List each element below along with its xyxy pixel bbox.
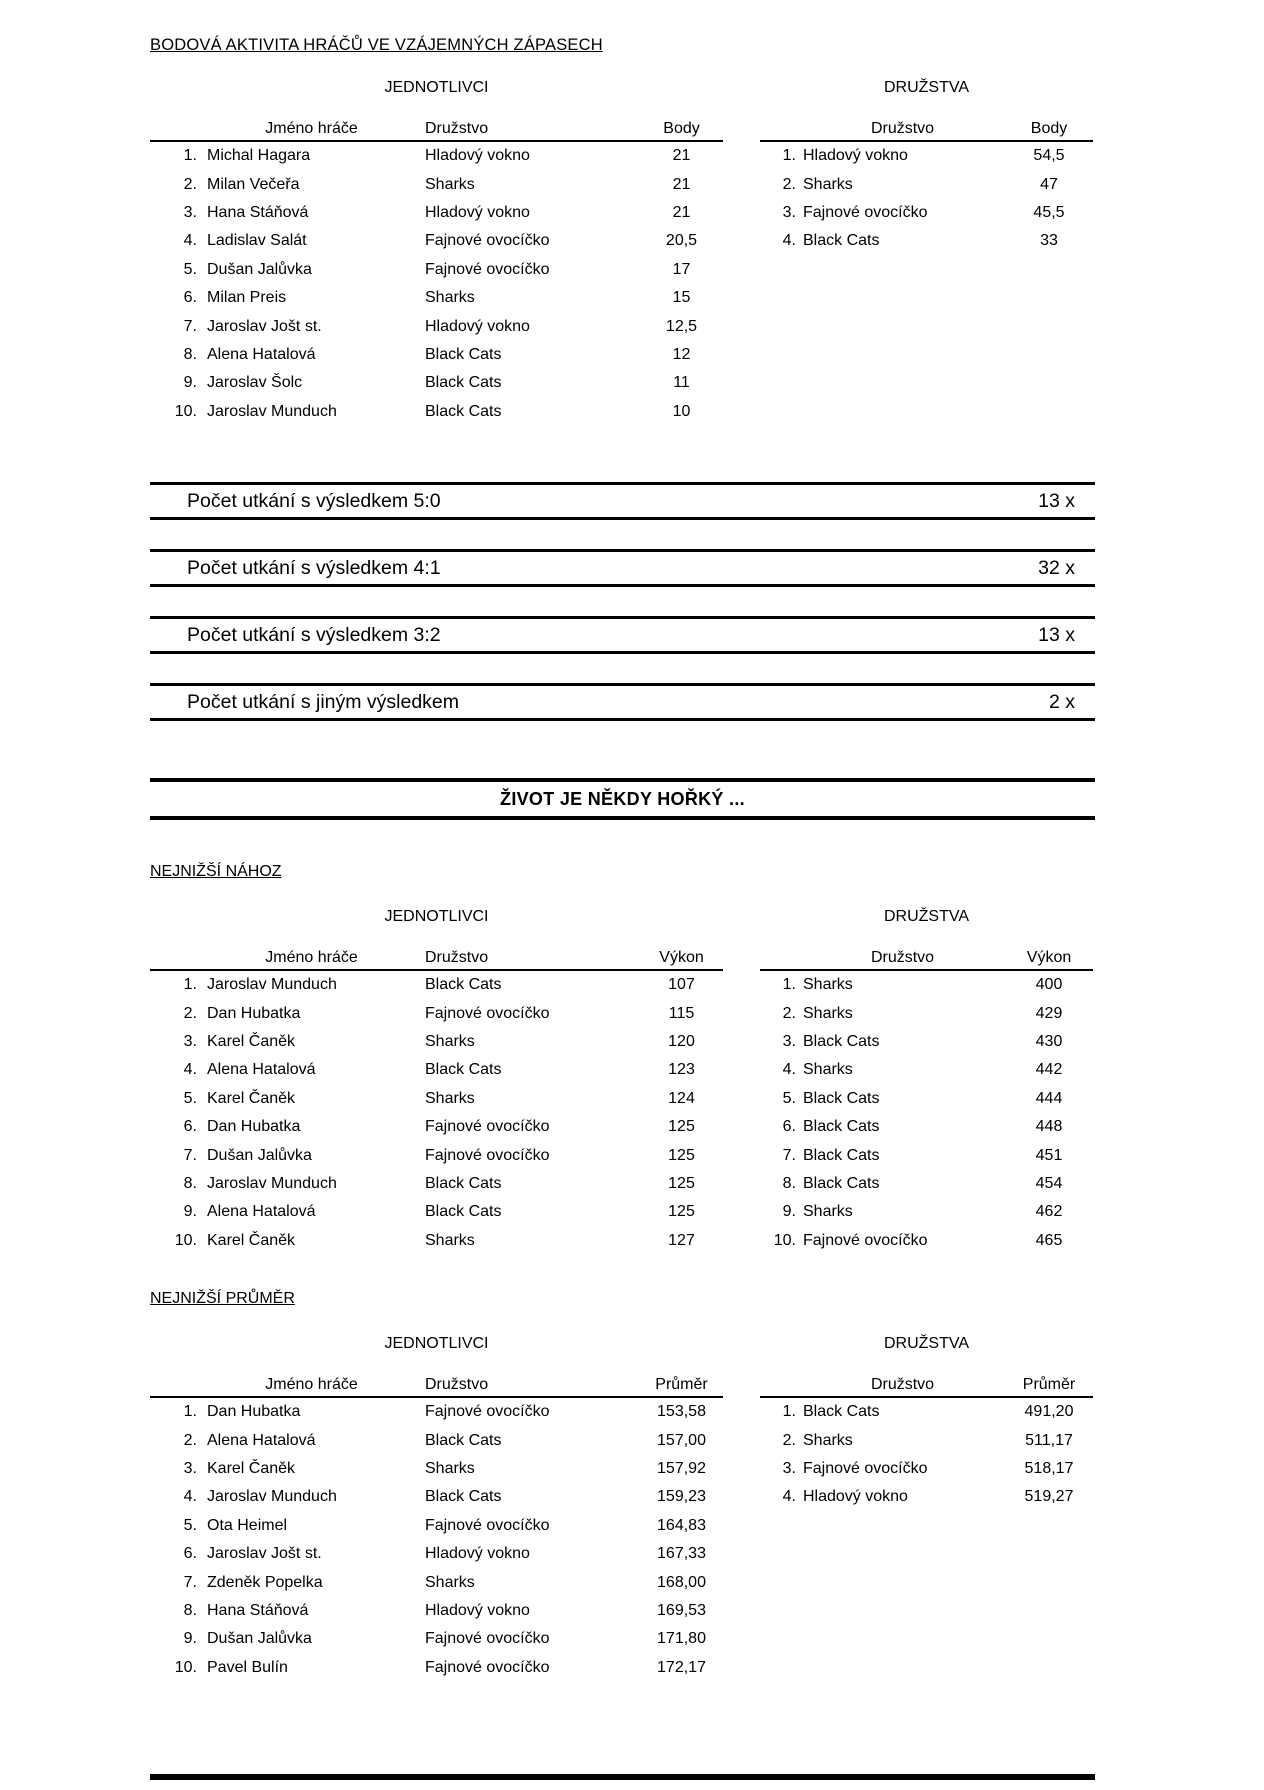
rank-cell: 1. [782, 1403, 796, 1421]
rank-cell: 6. [782, 1118, 796, 1136]
table-row [150, 1483, 723, 1511]
table-row [150, 1028, 723, 1056]
team-cell: Black Cats [425, 976, 502, 994]
match-count-box [150, 683, 1095, 721]
match-count-box [150, 616, 1095, 654]
player-name-cell: Karel Čaněk [207, 1231, 296, 1249]
team-cell: Black Cats [425, 374, 502, 392]
rank-cell: 7. [782, 1146, 796, 1164]
team-cell: Black Cats [425, 1061, 502, 1079]
team-cell: Fajnové ovocíčko [425, 260, 550, 278]
table-row [150, 398, 723, 426]
value-cell: 120 [668, 1032, 695, 1050]
table-header-row [760, 1374, 1093, 1398]
player-name-cell: Jaroslav Jošt st. [207, 1545, 322, 1563]
player-name-cell: Alena Hatalová [207, 1431, 316, 1449]
value-cell: 448 [1035, 1118, 1063, 1136]
team-cell: Sharks [803, 1061, 853, 1079]
team-cell: Sharks [803, 1431, 853, 1449]
table-row [150, 1540, 723, 1568]
table-row [760, 142, 1093, 170]
team-cell: Sharks [803, 1203, 853, 1221]
value-cell: 153,58 [657, 1403, 706, 1421]
table-row [150, 284, 723, 312]
value-cell: 21 [672, 203, 691, 221]
rank-cell: 8. [183, 1174, 197, 1192]
value-cell: 444 [1035, 1089, 1063, 1107]
lowest-average-individuals-table [150, 1332, 723, 1682]
section-heading-lowest-average: NEJNIŽŠÍ PRŮMĚR [150, 1290, 295, 1307]
value-cell: 21 [672, 147, 691, 165]
rank-cell: 4. [782, 232, 796, 250]
table-row [150, 1198, 723, 1226]
player-name-cell: Hana Stáňová [207, 203, 309, 221]
value-cell: 159,23 [657, 1488, 706, 1506]
table-row [150, 199, 723, 227]
value-cell: 127 [668, 1231, 695, 1249]
column-header-team: Družstvo [425, 1376, 489, 1393]
table-row [150, 170, 723, 198]
table-row [760, 1227, 1093, 1255]
value-cell: 518,17 [1024, 1459, 1074, 1477]
value-cell: 15 [672, 289, 691, 307]
rank-cell: 8. [782, 1174, 796, 1192]
rank-cell: 2. [782, 1431, 796, 1449]
rank-cell: 5. [183, 1516, 197, 1534]
column-header-value: Výkon [659, 949, 704, 966]
value-cell: 164,83 [657, 1516, 706, 1534]
value-cell: 157,00 [657, 1431, 706, 1449]
rank-cell: 6. [183, 1118, 197, 1136]
table-row [760, 199, 1093, 227]
column-header-team: Družstvo [870, 120, 935, 137]
rank-cell: 8. [183, 1601, 197, 1619]
table-row [760, 1455, 1093, 1483]
column-header-value: Výkon [1026, 949, 1072, 966]
match-count-value: 32 x [1038, 556, 1075, 579]
team-cell: Sharks [425, 1231, 475, 1249]
rank-cell: 10. [773, 1231, 796, 1249]
match-count-label: Počet utkání s výsledkem 3:2 [187, 623, 441, 646]
player-name-cell: Jaroslav Šolc [207, 374, 303, 392]
table-row [150, 1056, 723, 1084]
player-name-cell: Dan Hubatka [207, 1403, 301, 1421]
table-row [150, 256, 723, 284]
rank-cell: 4. [183, 232, 197, 250]
player-name-cell: Milan Večeřa [207, 175, 300, 193]
table-row [150, 999, 723, 1027]
value-cell: 125 [668, 1146, 695, 1164]
rank-cell: 5. [782, 1089, 796, 1107]
match-count-label: Počet utkání s výsledkem 5:0 [187, 489, 441, 512]
table-row [150, 1455, 723, 1483]
team-cell: Sharks [425, 1459, 475, 1477]
match-count-box [150, 482, 1095, 520]
team-cell: Black Cats [803, 1174, 880, 1192]
points-teams-table [760, 76, 1093, 256]
individuals-heading: JEDNOTLIVCI [384, 79, 489, 96]
rank-cell: 10. [174, 1658, 197, 1676]
table-body [760, 1398, 1093, 1512]
player-name-cell: Jaroslav Munduch [207, 976, 337, 994]
value-cell: 12,5 [665, 317, 698, 335]
value-cell: 11 [673, 374, 690, 392]
rank-cell: 9. [183, 1630, 197, 1648]
player-name-cell: Alena Hatalová [207, 1203, 316, 1221]
banner [150, 778, 1095, 820]
team-cell: Black Cats [803, 1146, 880, 1164]
column-header-value: Body [663, 120, 700, 137]
player-name-cell: Jaroslav Jošt st. [207, 317, 322, 335]
table-row [150, 1568, 723, 1596]
table-row [760, 1398, 1093, 1426]
value-cell: 20,5 [665, 232, 698, 250]
column-header-player: Jméno hráče [265, 949, 358, 966]
rank-cell: 7. [183, 317, 197, 335]
match-count-value: 13 x [1038, 623, 1075, 646]
rank-cell: 3. [183, 203, 197, 221]
team-cell: Hladový vokno [425, 203, 530, 221]
value-cell: 54,5 [1033, 147, 1065, 165]
table-row [150, 1113, 723, 1141]
rank-cell: 1. [782, 147, 796, 165]
team-cell: Sharks [803, 175, 853, 193]
rank-cell: 2. [183, 1431, 197, 1449]
rank-cell: 4. [782, 1488, 796, 1506]
match-count-box [150, 549, 1095, 587]
player-name-cell: Michal Hagara [207, 147, 311, 165]
value-cell: 429 [1035, 1004, 1063, 1022]
rank-cell: 9. [782, 1203, 796, 1221]
value-cell: 400 [1035, 976, 1063, 994]
rank-cell: 5. [183, 260, 197, 278]
player-name-cell: Dušan Jalůvka [207, 1146, 312, 1164]
rank-cell: 1. [183, 976, 197, 994]
player-name-cell: Pavel Bulín [207, 1658, 288, 1676]
bottom-rule [150, 1774, 1095, 1780]
teams-heading: DRUŽSTVA [883, 908, 970, 925]
team-cell: Black Cats [803, 232, 880, 250]
points-individuals-table [150, 76, 723, 426]
column-header-team: Družstvo [870, 949, 935, 966]
table-header-row [760, 118, 1093, 142]
rank-cell: 9. [183, 1203, 197, 1221]
value-cell: 442 [1035, 1061, 1063, 1079]
table-row [150, 227, 723, 255]
table-row [150, 1227, 723, 1255]
match-count-label: Počet utkání s výsledkem 4:1 [187, 556, 441, 579]
player-name-cell: Dušan Jalůvka [207, 1630, 312, 1648]
table-body [150, 142, 723, 426]
column-header-team: Družstvo [425, 120, 489, 137]
player-name-cell: Karel Čaněk [207, 1459, 296, 1477]
rank-cell: 2. [183, 1004, 197, 1022]
rank-cell: 3. [782, 203, 796, 221]
rank-cell: 1. [183, 147, 197, 165]
player-name-cell: Jaroslav Munduch [207, 1488, 337, 1506]
team-cell: Fajnové ovocíčko [425, 1403, 550, 1421]
team-cell: Fajnové ovocíčko [425, 1146, 550, 1164]
table-body [150, 1398, 723, 1682]
value-cell: 519,27 [1024, 1488, 1074, 1506]
player-name-cell: Ladislav Salát [207, 232, 307, 250]
match-count-boxes [150, 482, 1095, 750]
value-cell: 10 [672, 402, 691, 420]
table-row [760, 1085, 1093, 1113]
table-row [760, 1483, 1093, 1511]
value-cell: 491,20 [1024, 1403, 1074, 1421]
value-cell: 167,33 [657, 1545, 706, 1563]
value-cell: 171,80 [657, 1630, 706, 1648]
table-header-row [150, 1374, 723, 1398]
player-name-cell: Jaroslav Munduch [207, 402, 337, 420]
column-header-team: Družstvo [870, 1376, 935, 1393]
team-cell: Black Cats [803, 1089, 880, 1107]
table-header-row [150, 947, 723, 971]
value-cell: 45,5 [1033, 203, 1065, 221]
team-cell: Fajnové ovocíčko [425, 1516, 550, 1534]
table-body [760, 142, 1093, 256]
banner-text: ŽIVOT JE NĚKDY HOŘKÝ ... [500, 788, 745, 809]
individuals-heading: JEDNOTLIVCI [384, 908, 489, 925]
value-cell: 47 [1040, 175, 1058, 193]
rank-cell: 3. [183, 1032, 197, 1050]
team-cell: Black Cats [425, 1174, 502, 1192]
team-cell: Sharks [425, 1089, 475, 1107]
rank-cell: 9. [183, 374, 197, 392]
team-cell: Black Cats [425, 402, 502, 420]
table-header-row [150, 118, 723, 142]
rank-cell: 10. [174, 1231, 197, 1249]
table-row [150, 1512, 723, 1540]
team-cell: Black Cats [803, 1403, 880, 1421]
team-cell: Hladový vokno [425, 1545, 530, 1563]
team-cell: Hladový vokno [425, 147, 530, 165]
value-cell: 125 [668, 1203, 695, 1221]
table-body [760, 971, 1093, 1255]
rank-cell: 3. [782, 1032, 796, 1050]
value-cell: 125 [668, 1118, 695, 1136]
rank-cell: 7. [183, 1146, 197, 1164]
table-row [760, 1170, 1093, 1198]
lowest-average-teams-table [760, 1332, 1093, 1512]
team-cell: Hladový vokno [803, 147, 908, 165]
table-row [150, 1170, 723, 1198]
team-cell: Fajnové ovocíčko [803, 203, 928, 221]
rank-cell: 7. [183, 1573, 197, 1591]
column-header-value: Průměr [1022, 1376, 1076, 1393]
table-row [150, 142, 723, 170]
table-row [150, 1654, 723, 1682]
table-body [150, 971, 723, 1255]
team-cell: Hladový vokno [425, 317, 530, 335]
table-row [150, 369, 723, 397]
section-heading-lowest-throw: NEJNIŽŠÍ NÁHOZ [150, 863, 282, 880]
rank-cell: 3. [183, 1459, 197, 1477]
rank-cell: 6. [183, 1545, 197, 1563]
table-row [760, 1141, 1093, 1169]
table-row [760, 1056, 1093, 1084]
value-cell: 465 [1035, 1231, 1063, 1249]
value-cell: 172,17 [657, 1658, 706, 1676]
teams-heading: DRUŽSTVA [883, 1335, 970, 1352]
table-row [760, 1198, 1093, 1226]
column-header-value: Body [1030, 120, 1068, 137]
player-name-cell: Ota Heimel [207, 1516, 288, 1534]
rank-cell: 10. [174, 402, 197, 420]
team-cell: Sharks [425, 289, 475, 307]
player-name-cell: Dušan Jalůvka [207, 260, 312, 278]
player-name-cell: Dan Hubatka [207, 1118, 301, 1136]
value-cell: 462 [1035, 1203, 1063, 1221]
table-row [150, 341, 723, 369]
value-cell: 33 [1040, 232, 1058, 250]
value-cell: 124 [668, 1089, 695, 1107]
table-row [150, 1398, 723, 1426]
table-row [150, 1597, 723, 1625]
value-cell: 107 [668, 976, 695, 994]
table-row [760, 1426, 1093, 1454]
value-cell: 511,17 [1025, 1431, 1073, 1449]
team-cell: Hladový vokno [803, 1488, 908, 1506]
table-row [150, 971, 723, 999]
value-cell: 168,00 [657, 1573, 706, 1591]
team-cell: Black Cats [425, 345, 502, 363]
table-row [150, 1141, 723, 1169]
team-cell: Black Cats [425, 1203, 502, 1221]
value-cell: 115 [668, 1004, 695, 1022]
player-name-cell: Dan Hubatka [207, 1004, 301, 1022]
table-row [760, 227, 1093, 255]
team-cell: Black Cats [425, 1488, 502, 1506]
column-header-player: Jméno hráče [265, 120, 358, 137]
rank-cell: 6. [183, 289, 197, 307]
value-cell: 12 [672, 345, 691, 363]
table-row [150, 1426, 723, 1454]
player-name-cell: Karel Čaněk [207, 1032, 296, 1050]
rank-cell: 2. [782, 1004, 796, 1022]
value-cell: 451 [1035, 1146, 1063, 1164]
team-cell: Fajnové ovocíčko [425, 1004, 550, 1022]
column-header-value: Průměr [655, 1376, 708, 1393]
value-cell: 125 [668, 1174, 695, 1192]
rank-cell: 2. [782, 175, 796, 193]
team-cell: Sharks [803, 976, 853, 994]
document-title: BODOVÁ AKTIVITA HRÁČŮ VE VZÁJEMNÝCH ZÁPASECH [150, 36, 603, 54]
value-cell: 430 [1035, 1032, 1063, 1050]
value-cell: 169,53 [657, 1601, 706, 1619]
match-count-value: 13 x [1038, 489, 1075, 512]
player-name-cell: Jaroslav Munduch [207, 1174, 337, 1192]
lowest-throw-individuals-table [150, 905, 723, 1255]
table-row [760, 1113, 1093, 1141]
value-cell: 123 [668, 1061, 695, 1079]
rank-cell: 4. [782, 1061, 796, 1079]
rank-cell: 4. [183, 1488, 197, 1506]
team-cell: Fajnové ovocíčko [803, 1459, 928, 1477]
player-name-cell: Zdeněk Popelka [207, 1573, 323, 1591]
column-header-team: Družstvo [425, 949, 489, 966]
teams-heading: DRUŽSTVA [883, 79, 970, 96]
player-name-cell: Karel Čaněk [207, 1089, 296, 1107]
table-row [760, 170, 1093, 198]
team-cell: Sharks [425, 1573, 475, 1591]
team-cell: Black Cats [803, 1118, 880, 1136]
team-cell: Black Cats [803, 1032, 880, 1050]
rank-cell: 3. [782, 1459, 796, 1477]
table-header-row [760, 947, 1093, 971]
team-cell: Black Cats [425, 1431, 502, 1449]
team-cell: Fajnové ovocíčko [425, 232, 550, 250]
table-row [760, 999, 1093, 1027]
match-count-label: Počet utkání s jiným výsledkem [187, 690, 460, 713]
table-row [760, 971, 1093, 999]
team-cell: Sharks [425, 1032, 475, 1050]
rank-cell: 5. [183, 1089, 197, 1107]
player-name-cell: Milan Preis [207, 289, 287, 307]
column-header-player: Jméno hráče [265, 1376, 358, 1393]
team-cell: Fajnové ovocíčko [425, 1658, 550, 1676]
lowest-throw-teams-table [760, 905, 1093, 1255]
team-cell: Sharks [803, 1004, 853, 1022]
team-cell: Fajnové ovocíčko [803, 1231, 928, 1249]
rank-cell: 1. [782, 976, 796, 994]
value-cell: 157,92 [657, 1459, 706, 1477]
value-cell: 21 [672, 175, 691, 193]
team-cell: Sharks [425, 175, 475, 193]
player-name-cell: Hana Stáňová [207, 1601, 309, 1619]
team-cell: Hladový vokno [425, 1601, 530, 1619]
player-name-cell: Alena Hatalová [207, 345, 316, 363]
team-cell: Fajnové ovocíčko [425, 1118, 550, 1136]
table-row [760, 1028, 1093, 1056]
team-cell: Fajnové ovocíčko [425, 1630, 550, 1648]
player-name-cell: Alena Hatalová [207, 1061, 316, 1079]
rank-cell: 8. [183, 345, 197, 363]
table-row [150, 312, 723, 340]
value-cell: 454 [1035, 1174, 1063, 1192]
table-row [150, 1625, 723, 1653]
rank-cell: 1. [183, 1403, 197, 1421]
match-count-value: 2 x [1048, 690, 1075, 713]
individuals-heading: JEDNOTLIVCI [384, 1335, 489, 1352]
rank-cell: 4. [183, 1061, 197, 1079]
table-row [150, 1085, 723, 1113]
value-cell: 17 [672, 260, 691, 278]
rank-cell: 2. [183, 175, 197, 193]
